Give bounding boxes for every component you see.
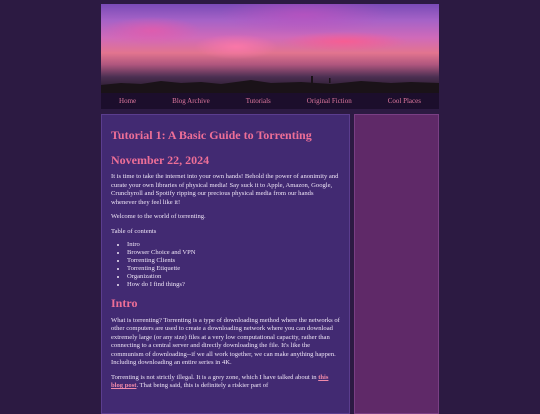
nav-tutorials[interactable]: Tutorials — [245, 97, 271, 105]
section-heading-intro: Intro — [111, 296, 138, 311]
toc-heading: Table of contents — [111, 227, 157, 235]
intro-paragraph: It is time to take the internet into your own hands! Behold the power of anonimity and curate your own libraries of physical media! Say suck it to Apple, Amazon, Google, Crunchyroll and Spotify ripping our precious physical media from our hands whenever they feel like it! — [111, 173, 339, 206]
main-navigation — [101, 93, 439, 109]
table-of-contents — [111, 241, 340, 289]
toc-item-find-things: • How do I find things? — [127, 281, 340, 289]
nav-cool-places[interactable]: Cool Places — [387, 97, 421, 105]
sunset-banner-image — [101, 4, 439, 93]
nav-home[interactable]: Home — [119, 97, 137, 105]
welcome-text: Welcome to the world of torrenting. — [111, 213, 206, 221]
toc-item-intro: • Intro — [127, 241, 340, 249]
toc-item-etiquette: • Torrenting Etiquette — [127, 265, 340, 273]
post-date: November 22, 2024 — [111, 153, 210, 168]
nav-blog-archive[interactable]: Blog Archive — [172, 97, 210, 105]
post-title: Tutorial 1: A Basic Guide to Torrenting — [111, 128, 312, 142]
toc-item-clients: • Torrenting Clients — [127, 257, 340, 265]
blog-post-link[interactable]: this blog post — [111, 373, 329, 390]
intro-section-paragraph: What is torrenting? Torrenting is a type of downloading method where the networks of other computers are used to create a downloading network where you can download extremely large (or any size) files at a very low computational capacity, rather than connecting to a central server and directly downloading the file. It's like the communism of downloading--if we all work together, we can make anything happen. Including downloading an entire series in 4K. — [111, 316, 340, 367]
blog-post-content[interactable] — [101, 114, 350, 414]
nav-original-fiction[interactable]: Original Fiction — [306, 97, 352, 105]
legal-text-before: Torrenting is not strictly illegal. It is a grey zone, which I have talked about in — [111, 373, 319, 381]
toc-item-organization: • Organization — [127, 273, 340, 281]
header — [101, 4, 439, 109]
legal-text-after: . That being said, this is definitely a riskier part of — [136, 382, 269, 390]
toc-item-browser-vpn: • Browser Choice and VPN — [127, 249, 340, 257]
legal-paragraph — [111, 374, 340, 391]
skyline-silhouette — [101, 71, 439, 93]
sidebar — [354, 114, 439, 414]
